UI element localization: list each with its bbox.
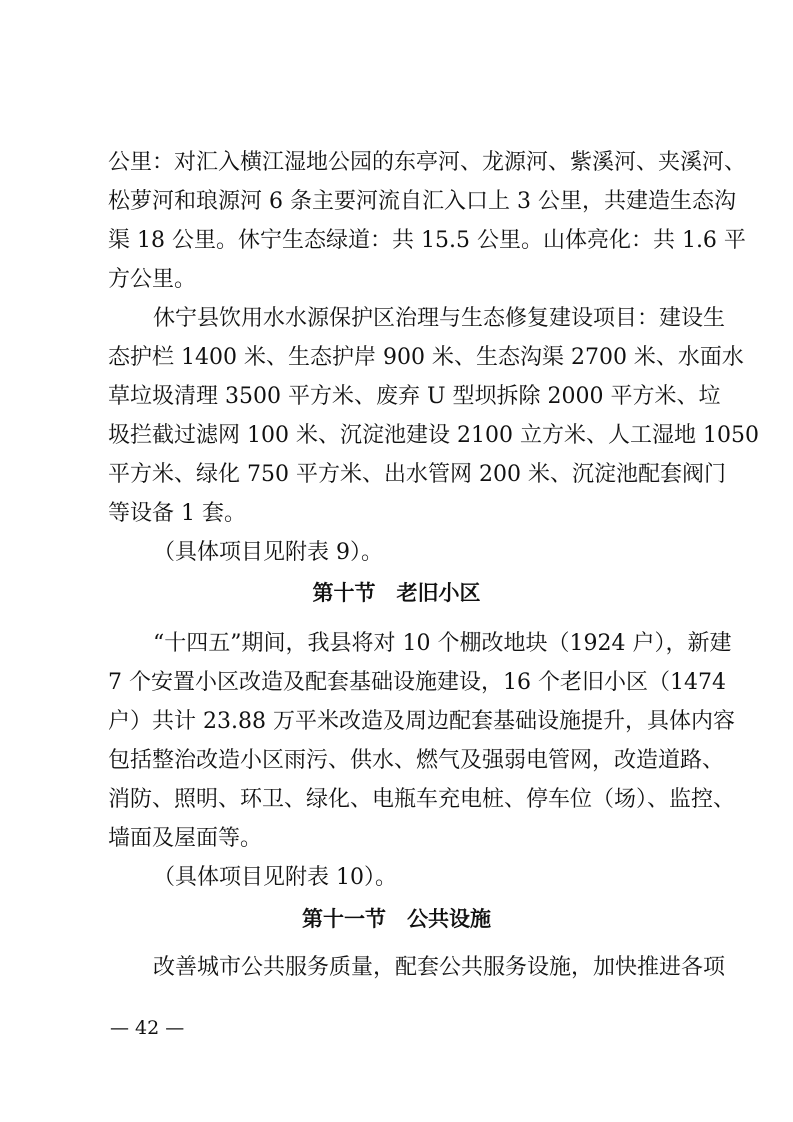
text-line: 改善城市公共服务质量，配套公共服务设施，加快推进各项 (153, 955, 726, 980)
text-line: 松萝河和琅源河 6 条主要河流自汇入口上 3 公里，共建造生态沟 (108, 189, 736, 214)
text-line: 消防、照明、环卫、绿化、电瓶车充电桩、停车位（场）、监控、 (108, 787, 736, 812)
text-line: 态护栏 1400 米、生态护岸 900 米、生态沟渠 2700 米、水面水 (108, 345, 744, 370)
text-line: 草垃圾清理 3500 平方米、废弃 U 型坝拆除 2000 平方米、垃 (108, 384, 721, 409)
text-line: 墙面及屋面等。 (108, 826, 263, 851)
text-line: 包括整治改造小区雨污、供水、燃气及强弱电管网，改造道路、 (108, 748, 725, 773)
text-line: 平方米、绿化 750 平方米、出水管网 200 米、沉淀池配套阀门 (108, 462, 726, 487)
text-line: 渠 18 公里。休宁生态绿道：共 15.5 公里。山体亮化：共 1.6 平 (108, 228, 746, 253)
text-line: 公里：对汇入横江湿地公园的东亭河、龙源河、紫溪河、夹溪河、 (108, 150, 747, 175)
text-line: 户）共计 23.88 万平米改造及周边配套基础设施提升，具体内容 (108, 709, 735, 734)
section-heading: 第十一节 公共设施 (302, 907, 491, 931)
section-heading: 第十节 老旧小区 (312, 581, 481, 605)
appendix-note: （具体项目见附表 9）。 (153, 540, 383, 565)
appendix-note: （具体项目见附表 10）。 (153, 865, 397, 890)
text-line: 圾拦截过滤网 100 米、沉淀池建设 2100 立方米、人工湿地 1050 (108, 423, 759, 448)
text-line: 等设备 1 套。 (108, 501, 246, 526)
text-line: 7 个安置小区改造及配套基础设施建设，16 个老旧小区（1474 (108, 670, 726, 695)
text-line: 休宁县饮用水水源保护区治理与生态修复建设项目：建设生 (153, 306, 726, 331)
text-line: “十四五”期间，我县将对 10 个棚改地块（1924 户），新建 (153, 631, 732, 656)
page-number: — 42 — (110, 1017, 185, 1039)
text-line: 方公里。 (108, 267, 197, 292)
